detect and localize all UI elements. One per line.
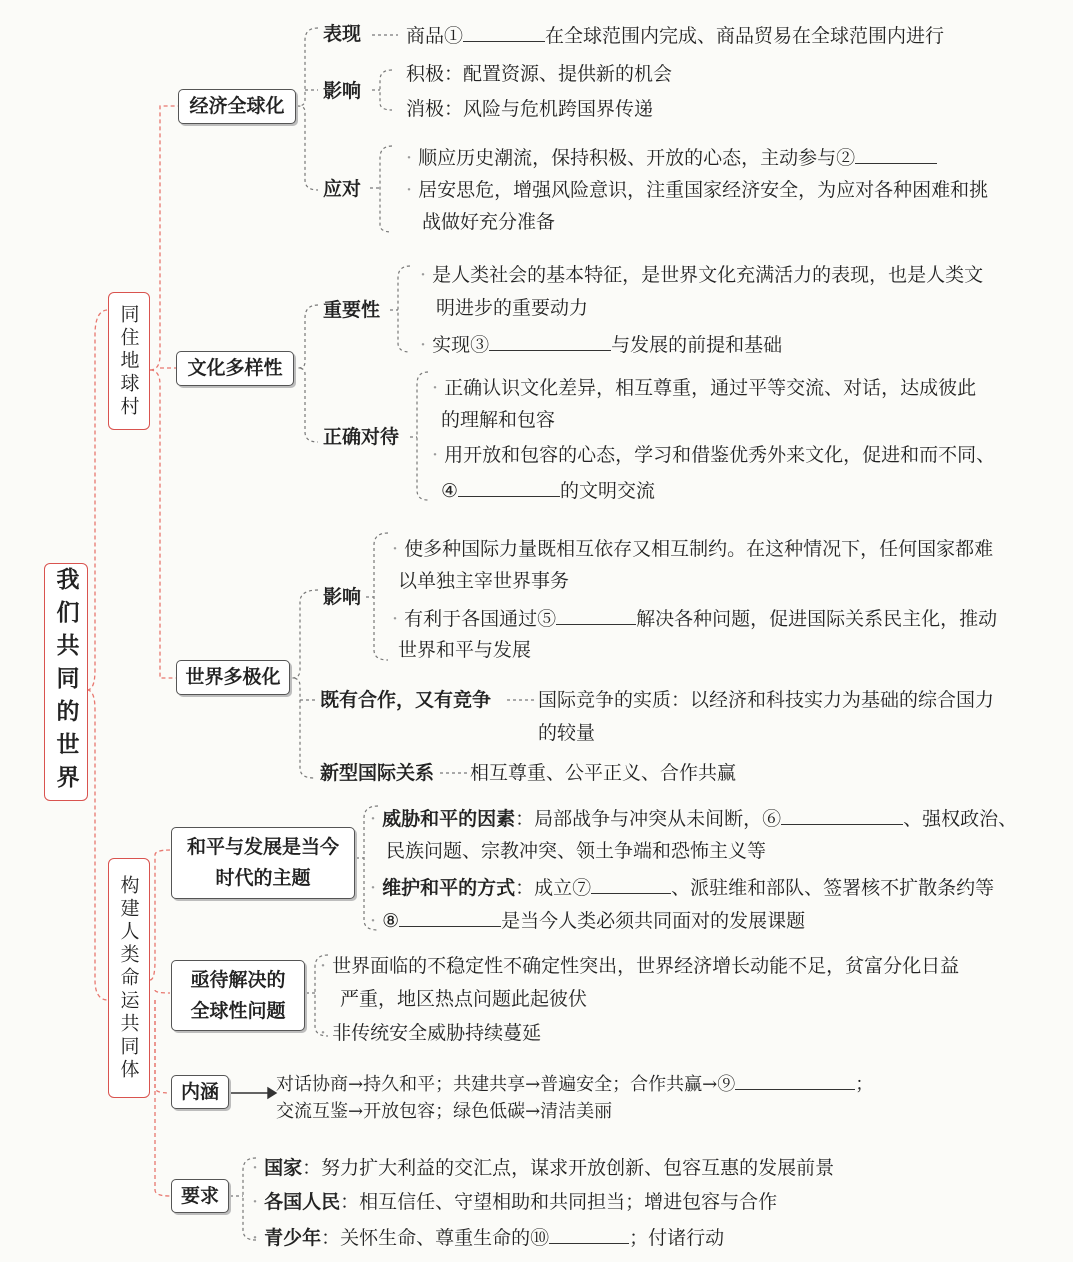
peace-development-task: · ⑧ 是当今人类必须共同面对的发展课题: [370, 910, 806, 932]
node-global-issues: [171, 960, 305, 1031]
peace-title-line2: 时代的主题: [215, 867, 311, 889]
culture-importance-1a: · 是人类社会的基本特征，是世界文化充满活力的表现，也是人类文: [420, 264, 984, 286]
blank-4[interactable]: [458, 478, 560, 497]
section-community-shared-future: 构建人类命运共同体: [108, 858, 150, 1098]
multipolar-effect-2c: 世界和平与发展: [398, 639, 532, 661]
section-global-village: 同住地球村: [108, 292, 150, 430]
node-requirement: 要求: [171, 1179, 229, 1213]
blank-5[interactable]: [556, 606, 636, 625]
multipolar-effect-1a: · 使多种国际力量既相互依存又相互制约。在这种情况下，任何国家都难: [392, 538, 994, 560]
label-biaoxian: 表现: [323, 23, 362, 45]
multipolar-effect-2a: · 有利于各国通过⑤ 解决各种问题，促进国际关系民主化，推动: [392, 608, 998, 630]
global-title-line2: 全球性问题: [190, 999, 286, 1022]
requirement-country: · 国家：努力扩大利益的交汇点，谋求开放创新、包容互惠的发展前景: [252, 1157, 835, 1179]
econ-response-2b: 战做好充分准备: [422, 211, 556, 233]
blank-3[interactable]: [489, 332, 611, 351]
connotation-line2: 交流互鉴→开放包容；绿色低碳→清洁美丽: [276, 1101, 613, 1122]
culture-treat-1a: · 正确认识文化差异，相互尊重，通过平等交流、对话，达成彼此: [432, 377, 977, 399]
root-title: 我们共同的世界: [44, 563, 88, 801]
econ-response-2a: · 居安思危，增强风险意识，注重国家经济安全，为应对各种困难和挑: [406, 179, 989, 201]
coop-compete-text2: 的较量: [538, 722, 596, 744]
global-issue-1a: · 世界面临的不稳定性不确定性突出，世界经济增长动能不足，贫富分化日益: [320, 955, 960, 977]
requirement-people: · 各国人民：相互信任、守望相助和共同担当；增进包容与合作: [252, 1191, 778, 1213]
node-economic-globalization: 经济全球化: [178, 89, 296, 124]
global-issue-1b: 严重，地区热点问题此起彼伏: [340, 988, 588, 1010]
node-multipolarization: 世界多极化: [176, 660, 290, 695]
peace-maintain: · 维护和平的方式：成立⑦ 、派驻维和部队、签署核不扩散条约等: [370, 877, 995, 899]
blank-7[interactable]: [591, 875, 671, 894]
multipolar-effect-1b: 以单独主宰世界事务: [398, 570, 570, 592]
connotation-line1: 对话协商→持久和平；共建共享→普遍安全；合作共赢→⑨ ；: [276, 1071, 873, 1096]
label-yingdui: 应对: [323, 178, 362, 200]
blank-10[interactable]: [549, 1225, 629, 1244]
global-title-line1: 亟待解决的: [190, 968, 286, 991]
label-new-relations: 新型国际关系: [320, 762, 435, 784]
node-peace-development: [171, 827, 355, 899]
coop-compete-text1: 国际竞争的实质：以经济和科技实力为基础的综合国力: [538, 689, 995, 711]
peace-threat: · 威胁和平的因素：局部战争与冲突从未间断，⑥ 、强权政治、: [370, 808, 1018, 830]
label-treat: 正确对待: [323, 426, 400, 448]
blank-6[interactable]: [781, 806, 903, 825]
new-relations-text: 相互尊重、公平正义、合作共赢: [470, 762, 737, 784]
peace-title-line1: 和平与发展是当今: [186, 836, 339, 858]
econ-negative: 消极：风险与危机跨国界传递: [406, 98, 654, 120]
culture-treat-2b: ④ 的文明交流: [441, 480, 656, 502]
label-multipolar-effect: 影响: [323, 586, 362, 608]
culture-importance-1b: 明进步的重要动力: [436, 297, 589, 319]
label-importance: 重要性: [323, 299, 381, 321]
econ-positive: 积极：配置资源、提供新的机会: [406, 63, 673, 85]
label-coop-compete: 既有合作，又有竞争: [320, 689, 492, 711]
requirement-youth: · 青少年：关怀生命、尊重生命的⑩ ；付诸行动: [252, 1227, 725, 1249]
culture-treat-1b: 的理解和包容: [441, 409, 556, 431]
blank-9[interactable]: [735, 1071, 855, 1090]
node-cultural-diversity: 文化多样性: [176, 351, 294, 386]
econ-biaoxian-text: 商品① 在全球范围内完成、商品贸易在全球范围内进行: [406, 25, 945, 47]
label-yingxiang: 影响: [323, 80, 362, 102]
blank-2[interactable]: [855, 145, 937, 164]
blank-8[interactable]: [399, 908, 501, 927]
culture-treat-2a: · 用开放和包容的心态，学习和借鉴优秀外来文化，促进和而不同、: [432, 444, 996, 466]
peace-threat-2: 民族问题、宗教冲突、领土争端和恐怖主义等: [386, 840, 767, 862]
node-connotation: 内涵: [171, 1075, 229, 1109]
econ-response-1: · 顺应历史潮流，保持积极、开放的心态，主动参与②: [406, 145, 937, 169]
culture-importance-2: · 实现③ 与发展的前提和基础: [420, 334, 783, 356]
global-issue-2: · 非传统安全威胁持续蔓延: [320, 1022, 542, 1044]
blank-1[interactable]: [463, 23, 545, 42]
